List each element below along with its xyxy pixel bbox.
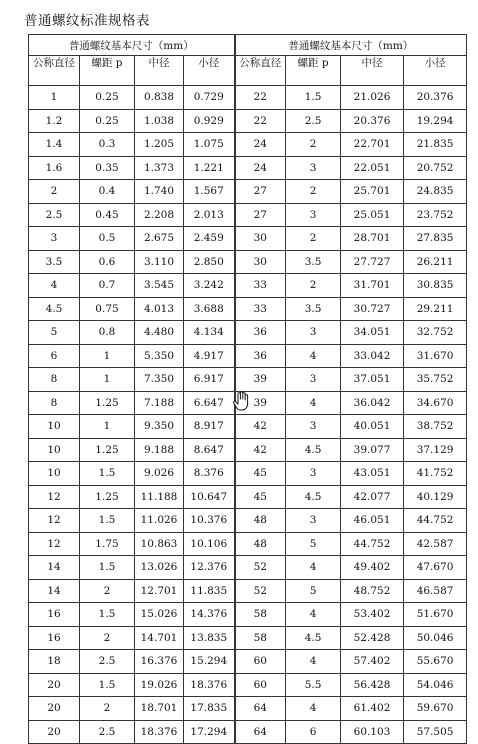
column-header-row [29,56,467,86]
cell-pitch-diameter: 5.350 [135,344,184,368]
cell-diameter: 4 [29,274,80,298]
cell-minor-diameter: 1.221 [184,156,235,180]
table-row [29,603,467,627]
cell-pitch: 0.5 [80,227,135,251]
cell-diameter: 24 [235,156,286,180]
cell-diameter: 10 [29,462,80,486]
cell-pitch: 3.5 [286,250,341,274]
cell-pitch: 5.5 [286,673,341,697]
cell-diameter: 33 [235,297,286,321]
cell-minor-diameter: 20.752 [404,156,467,180]
cell-diameter: 60 [235,650,286,674]
cell-diameter: 3.5 [29,250,80,274]
table-row [29,156,467,180]
cell-pitch: 1 [80,344,135,368]
cell-pitch: 3 [286,509,341,533]
cell-pitch: 0.45 [80,203,135,227]
cell-diameter: 14 [29,579,80,603]
cell-diameter: 14 [29,556,80,580]
cell-minor-diameter: 40.129 [404,485,467,509]
cell-pitch: 1.5 [80,673,135,697]
cell-minor-diameter: 21.835 [404,133,467,157]
cell-pitch: 2 [80,626,135,650]
cell-pitch: 6 [286,720,341,744]
col-header-pitch-diameter-right: 中径 [341,56,404,86]
cell-pitch: 1.5 [286,86,341,110]
cell-minor-diameter: 38.752 [404,415,467,439]
cell-diameter: 1.6 [29,156,80,180]
cell-minor-diameter: 8.917 [184,415,235,439]
cell-minor-diameter: 8.647 [184,438,235,462]
cell-pitch-diameter: 16.376 [135,650,184,674]
cell-diameter: 39 [235,391,286,415]
table-row [29,556,467,580]
cell-minor-diameter: 2.013 [184,203,235,227]
table-row [29,133,467,157]
cell-diameter: 45 [235,462,286,486]
cell-pitch-diameter: 11.188 [135,485,184,509]
cell-minor-diameter: 4.134 [184,321,235,345]
cell-pitch-diameter: 13.026 [135,556,184,580]
table-row [29,344,467,368]
cell-pitch-diameter: 9.188 [135,438,184,462]
cell-minor-diameter: 27.835 [404,227,467,251]
cell-pitch-diameter: 25.701 [341,180,404,204]
cell-diameter: 10 [29,438,80,462]
cell-pitch-diameter: 7.188 [135,391,184,415]
cell-pitch-diameter: 33.042 [341,344,404,368]
col-header-minor-diameter: 小径 [184,56,235,86]
cell-pitch-diameter: 53.402 [341,603,404,627]
cell-diameter: 52 [235,556,286,580]
cell-diameter: 64 [235,697,286,721]
cell-minor-diameter: 6.917 [184,368,235,392]
cell-diameter: 36 [235,321,286,345]
cell-pitch-diameter: 2.675 [135,227,184,251]
cell-diameter: 39 [235,368,286,392]
cell-pitch: 1 [80,415,135,439]
cell-pitch-diameter: 46.051 [341,509,404,533]
cell-minor-diameter: 11.835 [184,579,235,603]
cell-minor-diameter: 41.752 [404,462,467,486]
cell-pitch: 4 [286,603,341,627]
cell-pitch: 5 [286,579,341,603]
cell-minor-diameter: 32.752 [404,321,467,345]
table-row [29,321,467,345]
cell-pitch-diameter: 18.701 [135,697,184,721]
col-header-pitch: 螺距 p [80,56,135,86]
cell-minor-diameter: 0.929 [184,109,235,133]
cell-minor-diameter: 47.670 [404,556,467,580]
cell-minor-diameter: 35.752 [404,368,467,392]
table-row [29,274,467,298]
cell-pitch: 1.5 [80,603,135,627]
table-row [29,650,467,674]
cell-minor-diameter: 3.688 [184,297,235,321]
cell-diameter: 8 [29,391,80,415]
cell-diameter: 33 [235,274,286,298]
col-header-minor-diameter-right: 小径 [404,56,467,86]
cell-diameter: 16 [29,626,80,650]
cell-pitch-diameter: 20.376 [341,109,404,133]
cell-pitch: 3 [286,321,341,345]
cell-diameter: 27 [235,203,286,227]
cell-minor-diameter: 10.647 [184,485,235,509]
cell-pitch-diameter: 52.428 [341,626,404,650]
cell-diameter: 64 [235,720,286,744]
cell-minor-diameter: 37.129 [404,438,467,462]
cell-pitch: 2 [286,180,341,204]
cell-diameter: 42 [235,438,286,462]
cell-diameter: 4.5 [29,297,80,321]
cell-pitch-diameter: 60.103 [341,720,404,744]
cell-minor-diameter: 10.106 [184,532,235,556]
group-header-left: 普通螺纹基本尺寸（mm） [29,35,235,56]
cell-minor-diameter: 17.835 [184,697,235,721]
cell-pitch-diameter: 44.752 [341,532,404,556]
cell-pitch-diameter: 1.038 [135,109,184,133]
cell-pitch-diameter: 7.350 [135,368,184,392]
table-row [29,227,467,251]
cell-pitch-diameter: 42.077 [341,485,404,509]
cell-minor-diameter: 59.670 [404,697,467,721]
cell-diameter: 2.5 [29,203,80,227]
group-header-row [29,35,467,56]
cell-diameter: 36 [235,344,286,368]
table-row [29,250,467,274]
cell-pitch-diameter: 10.863 [135,532,184,556]
cell-diameter: 8 [29,368,80,392]
cell-pitch-diameter: 14.701 [135,626,184,650]
cell-pitch: 0.75 [80,297,135,321]
table-row [29,415,467,439]
cell-pitch: 0.6 [80,250,135,274]
cell-pitch-diameter: 39.077 [341,438,404,462]
cell-pitch: 3 [286,203,341,227]
cell-pitch: 4 [286,391,341,415]
cell-diameter: 20 [29,720,80,744]
cell-pitch: 2 [286,133,341,157]
table-row [29,109,467,133]
cell-minor-diameter: 24.835 [404,180,467,204]
cell-pitch-diameter: 27.727 [341,250,404,274]
cell-pitch-diameter: 30.727 [341,297,404,321]
col-header-diameter: 公称直径 [29,56,80,86]
cell-minor-diameter: 4.917 [184,344,235,368]
cell-minor-diameter: 51.670 [404,603,467,627]
table-row [29,438,467,462]
cell-minor-diameter: 1.075 [184,133,235,157]
cell-minor-diameter: 18.376 [184,673,235,697]
cell-minor-diameter: 14.376 [184,603,235,627]
cell-minor-diameter: 2.850 [184,250,235,274]
cell-diameter: 18 [29,650,80,674]
cell-pitch: 4.5 [286,485,341,509]
cell-minor-diameter: 50.046 [404,626,467,650]
cell-minor-diameter: 2.459 [184,227,235,251]
cell-pitch: 1.25 [80,391,135,415]
table-row [29,673,467,697]
cell-pitch-diameter: 1.373 [135,156,184,180]
cell-pitch-diameter: 9.026 [135,462,184,486]
cell-minor-diameter: 15.294 [184,650,235,674]
cell-diameter: 12 [29,532,80,556]
group-header-right: 普通螺纹基本尺寸（mm） [235,35,467,56]
thread-spec-table [28,34,467,744]
cell-pitch: 5 [286,532,341,556]
cell-pitch-diameter: 18.376 [135,720,184,744]
cell-pitch: 4 [286,344,341,368]
cell-pitch-diameter: 4.013 [135,297,184,321]
cell-pitch-diameter: 4.480 [135,321,184,345]
cell-pitch: 4 [286,697,341,721]
cell-pitch-diameter: 49.402 [341,556,404,580]
cell-pitch-diameter: 12.701 [135,579,184,603]
cell-diameter: 1 [29,86,80,110]
cell-pitch-diameter: 3.545 [135,274,184,298]
cell-pitch-diameter: 2.208 [135,203,184,227]
cell-pitch: 1.5 [80,556,135,580]
cell-pitch-diameter: 61.402 [341,697,404,721]
table-body [29,86,467,744]
cell-pitch: 0.8 [80,321,135,345]
cell-diameter: 2 [29,180,80,204]
table-row [29,368,467,392]
cell-pitch-diameter: 56.428 [341,673,404,697]
cell-pitch: 3 [286,156,341,180]
cell-minor-diameter: 46.587 [404,579,467,603]
table-row [29,297,467,321]
cell-diameter: 3 [29,227,80,251]
cell-pitch-diameter: 15.026 [135,603,184,627]
cell-minor-diameter: 30.835 [404,274,467,298]
cell-pitch: 2 [80,697,135,721]
cell-diameter: 58 [235,603,286,627]
cell-pitch: 4.5 [286,438,341,462]
cell-diameter: 10 [29,415,80,439]
cell-pitch-diameter: 40.051 [341,415,404,439]
cell-diameter: 20 [29,673,80,697]
cell-pitch: 1.5 [80,462,135,486]
cell-diameter: 24 [235,133,286,157]
cell-diameter: 16 [29,603,80,627]
cell-minor-diameter: 44.752 [404,509,467,533]
cell-diameter: 52 [235,579,286,603]
cell-pitch: 2 [286,274,341,298]
cell-pitch-diameter: 1.205 [135,133,184,157]
cell-diameter: 22 [235,109,286,133]
table-row [29,203,467,227]
cell-minor-diameter: 23.752 [404,203,467,227]
cell-minor-diameter: 8.376 [184,462,235,486]
cell-minor-diameter: 12.376 [184,556,235,580]
col-header-pitch-diameter: 中径 [135,56,184,86]
cell-diameter: 42 [235,415,286,439]
table-row [29,509,467,533]
cell-diameter: 60 [235,673,286,697]
table-row [29,532,467,556]
cell-minor-diameter: 10.376 [184,509,235,533]
cell-minor-diameter: 57.505 [404,720,467,744]
cell-minor-diameter: 31.670 [404,344,467,368]
cell-pitch: 2 [286,227,341,251]
cell-minor-diameter: 20.376 [404,86,467,110]
cell-diameter: 12 [29,485,80,509]
cell-pitch-diameter: 25.051 [341,203,404,227]
cell-diameter: 1.4 [29,133,80,157]
cell-diameter: 1.2 [29,109,80,133]
cell-pitch: 2 [80,579,135,603]
cell-minor-diameter: 17.294 [184,720,235,744]
cell-minor-diameter: 29.211 [404,297,467,321]
table-row [29,462,467,486]
cell-pitch: 1.5 [80,509,135,533]
cell-pitch: 4 [286,556,341,580]
cell-minor-diameter: 54.046 [404,673,467,697]
cell-pitch: 0.7 [80,274,135,298]
cell-diameter: 6 [29,344,80,368]
cell-diameter: 12 [29,509,80,533]
cell-pitch: 4.5 [286,626,341,650]
cell-pitch-diameter: 19.026 [135,673,184,697]
cell-pitch: 2.5 [80,720,135,744]
cell-pitch-diameter: 37.051 [341,368,404,392]
cell-pitch-diameter: 22.701 [341,133,404,157]
cell-pitch-diameter: 57.402 [341,650,404,674]
cell-pitch: 1.75 [80,532,135,556]
cell-diameter: 48 [235,532,286,556]
cell-pitch: 3 [286,368,341,392]
cell-diameter: 27 [235,180,286,204]
table-row [29,720,467,744]
cell-pitch-diameter: 36.042 [341,391,404,415]
cell-pitch: 2.5 [286,109,341,133]
cell-minor-diameter: 3.242 [184,274,235,298]
cell-pitch-diameter: 22.051 [341,156,404,180]
cell-diameter: 5 [29,321,80,345]
cell-diameter: 58 [235,626,286,650]
table-row [29,180,467,204]
cell-pitch-diameter: 48.752 [341,579,404,603]
cell-pitch: 1 [80,368,135,392]
cell-diameter: 30 [235,250,286,274]
cell-diameter: 45 [235,485,286,509]
cell-minor-diameter: 55.670 [404,650,467,674]
cell-pitch: 0.25 [80,86,135,110]
cell-pitch-diameter: 31.701 [341,274,404,298]
cell-pitch: 3 [286,462,341,486]
hand-cursor-icon [232,391,250,411]
table-row [29,697,467,721]
cell-minor-diameter: 6.647 [184,391,235,415]
page-title: 普通螺纹标准规格表 [24,13,150,29]
cell-pitch-diameter: 11.026 [135,509,184,533]
col-header-diameter-right: 公称直径 [235,56,286,86]
cell-minor-diameter: 34.670 [404,391,467,415]
cell-minor-diameter: 26.211 [404,250,467,274]
cell-pitch: 1.25 [80,485,135,509]
cell-pitch-diameter: 1.740 [135,180,184,204]
cell-pitch-diameter: 21.026 [341,86,404,110]
table-row [29,485,467,509]
cell-pitch: 2.5 [80,650,135,674]
cell-minor-diameter: 13.835 [184,626,235,650]
table-row [29,626,467,650]
cell-diameter: 30 [235,227,286,251]
col-header-pitch-right: 螺距 p [286,56,341,86]
cell-pitch: 0.3 [80,133,135,157]
cell-pitch-diameter: 9.350 [135,415,184,439]
cell-minor-diameter: 42.587 [404,532,467,556]
cell-pitch-diameter: 0.838 [135,86,184,110]
cell-pitch: 3.5 [286,297,341,321]
cell-minor-diameter: 0.729 [184,86,235,110]
cell-pitch-diameter: 43.051 [341,462,404,486]
cell-minor-diameter: 1.567 [184,180,235,204]
cell-pitch: 1.25 [80,438,135,462]
cell-pitch: 0.35 [80,156,135,180]
cell-minor-diameter: 19.294 [404,109,467,133]
cell-pitch: 4 [286,650,341,674]
cell-pitch: 0.25 [80,109,135,133]
cell-pitch: 0.4 [80,180,135,204]
table-row [29,86,467,110]
cell-pitch: 3 [286,415,341,439]
cell-diameter: 48 [235,509,286,533]
table-row [29,579,467,603]
cell-diameter: 22 [235,86,286,110]
cell-pitch-diameter: 28.701 [341,227,404,251]
cell-pitch-diameter: 3.110 [135,250,184,274]
cell-diameter: 20 [29,697,80,721]
cell-pitch-diameter: 34.051 [341,321,404,345]
